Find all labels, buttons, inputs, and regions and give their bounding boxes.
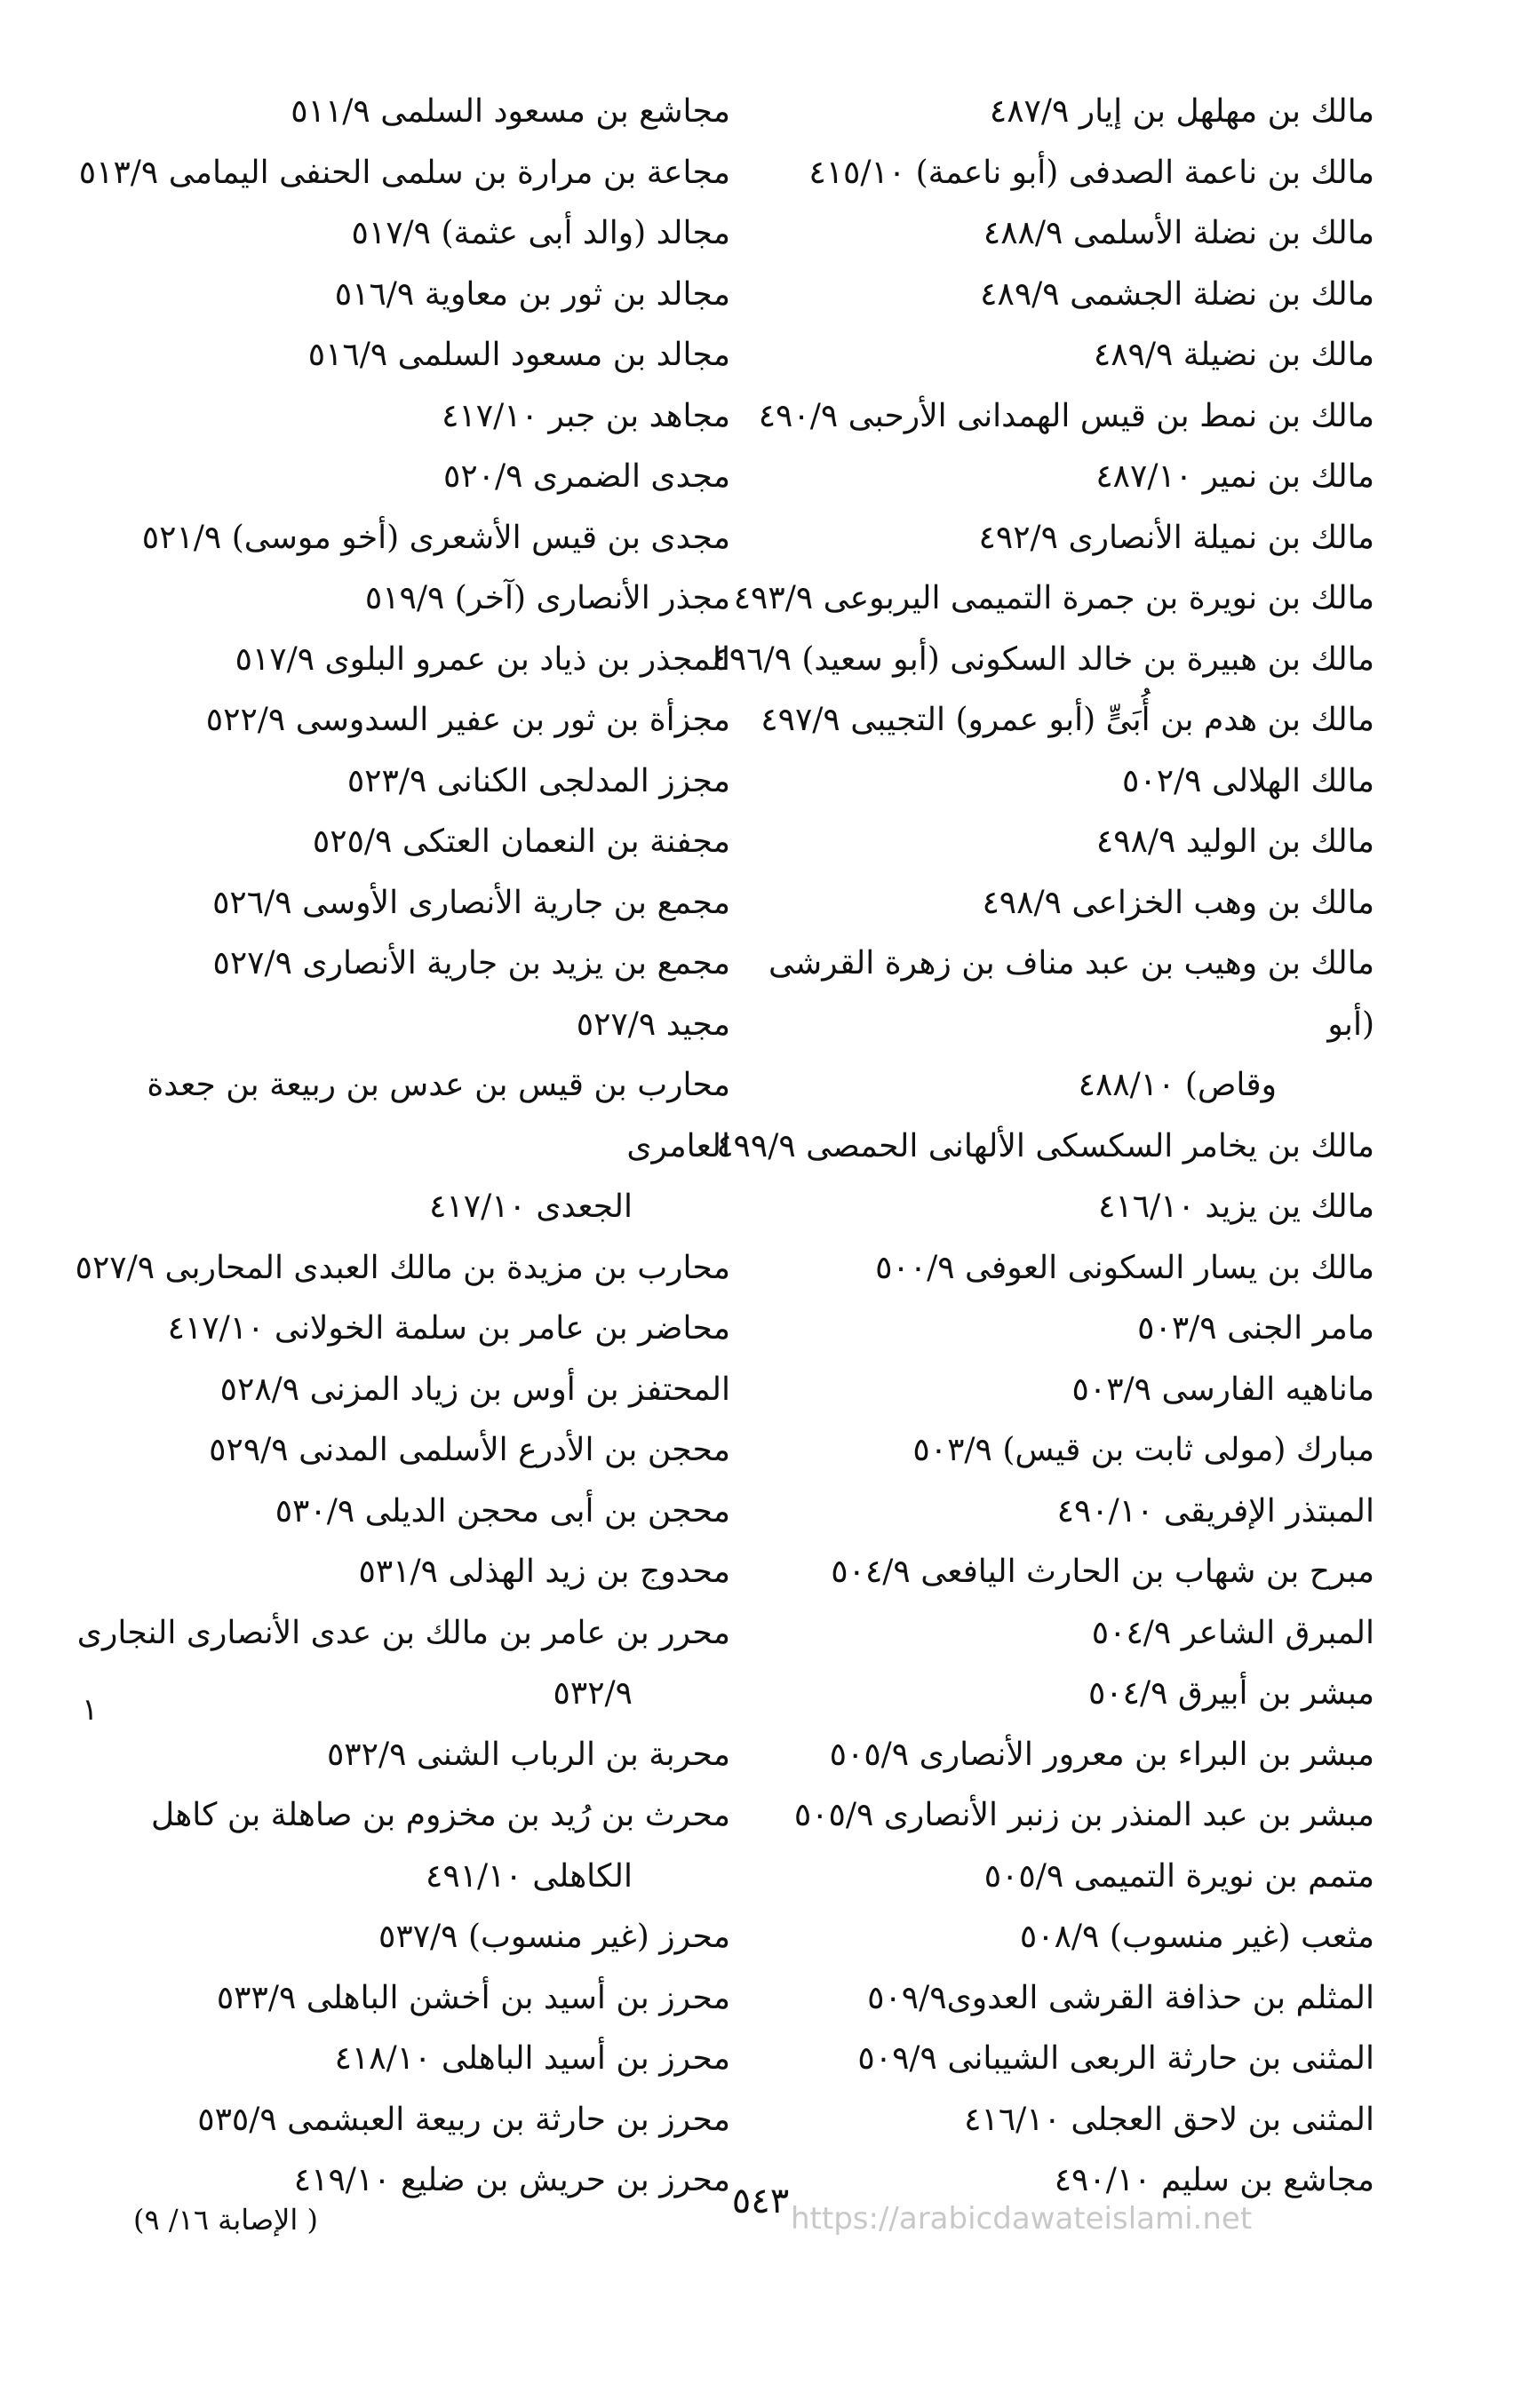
index-entry: مجاعة بن مرارة بن سلمى الحنفى اليمامى ٥١٣/٩ <box>78 154 730 191</box>
index-entry: مالك الهلالى ٥٠٢/٩ <box>1122 762 1374 799</box>
index-entry: مبرح بن شهاب بن الحارث اليافعى ٥٠٤/٩ <box>831 1554 1374 1590</box>
index-entry: مالك بن نويرة بن جمرة التميمى اليربوعى ٤٩٣/٩ <box>733 580 1374 616</box>
index-entry: مالك بن نميلة الأنصارى ٤٩٢/٩ <box>978 519 1374 556</box>
index-entry: مجمع بن جارية الأنصارى الأوسى ٥٢٦/٩ <box>212 884 730 921</box>
index-entry: مجاشع بن سليم ٤٩٠/١٠ <box>1054 2162 1374 2198</box>
index-entry: محدوج بن زيد الهذلى ٥٣١/٩ <box>358 1554 730 1590</box>
index-entry: مالك بن الوليد ٤٩٨/٩ <box>1095 823 1374 860</box>
index-entry: مالك بن يخامر السكسكى الألهانى الحمصى ٤٩٩/٩ <box>716 1127 1374 1164</box>
index-entry: مالك بن نضلة الأسلمى ٤٨٨/٩ <box>983 215 1374 251</box>
index-entry: المثنى بن حارثة الربعى الشيبانى ٥٠٩/٩ <box>857 2040 1374 2077</box>
index-entry: مالك بن نضلة الجشمى ٤٨٩/٩ <box>980 275 1374 313</box>
index-entry: مالك بن ناعمة الصدفى (أبو ناعمة) ٤١٥/١٠ <box>808 154 1374 191</box>
index-entry: مجدى بن قيس الأشعرى (أخو موسى) ٥٢١/٩ <box>141 519 730 556</box>
index-entry: مجالد (والد أبى عثمة) ٥١٧/٩ <box>351 215 730 251</box>
index-entry: محرز (غير منسوب) ٥٣٧/٩ <box>378 1919 730 1955</box>
index-entry: محارب بن مزيدة بن مالك العبدى المحاربى ٥٢٧/٩ <box>75 1249 730 1286</box>
index-entry: مالك ين يزيد ٤١٦/١٠ <box>1098 1188 1374 1225</box>
index-entry: محرر بن عامر بن مالك بن عدى الأنصارى النجارى ٥٣٢/٩ <box>76 1614 730 1712</box>
index-entry: المبتذر الإفريقى ٤٩٠/١٠ <box>1056 1492 1374 1530</box>
index-entry: مجمع بن يزيد بن جارية الأنصارى ٥٢٧/٩ <box>212 945 730 981</box>
index-entry: مالك بن يسار السكونى العوفى ٥٠٠/٩ <box>875 1249 1374 1286</box>
index-entry: ماناهيه الفارسى ٥٠٣/٩ <box>1071 1371 1374 1408</box>
index-entry: المثلم بن حذافة القرشى العدوى٥٠٩/٩ <box>867 1979 1374 2016</box>
index-entry: مثعب (غير منسوب) ٥٠٨/٩ <box>1019 1919 1374 1955</box>
index-entry: محرز بن أسيد بن أخشن الباهلى ٥٣٣/٩ <box>216 1979 730 2016</box>
index-entry: مجزأة بن ثور بن عفير السدوسى ٥٢٢/٩ <box>205 702 730 738</box>
index-entry: مالك بن مهلهل بن إيار ٤٨٧/٩ <box>989 93 1374 130</box>
index-entry: مالك بن نمير ٤٨٧/١٠ <box>1095 458 1374 495</box>
index-entry: محرز بن حارثة بن ربيعة العبشمى ٥٣٥/٩ <box>197 2101 730 2138</box>
index-entry: مجاهد بن جبر ٤١٧/١٠ <box>442 397 730 434</box>
index-entry: مبشر بن البراء بن معرور الأنصارى ٥٠٥/٩ <box>829 1736 1374 1773</box>
index-entry: مجاشع بن مسعود السلمى ٥١١/٩ <box>291 93 730 130</box>
index-entry: مجيد ٥٢٧/٩ <box>576 1005 730 1043</box>
index-entry: محرز بن أسيد الباهلى ٤١٨/١٠ <box>334 2040 730 2077</box>
index-entry: مبارك (مولى ثابت بن قيس) ٥٠٣/٩ <box>912 1432 1374 1468</box>
index-entry: محجن بن الأدرع الأسلمى المدنى ٥٢٩/٩ <box>209 1432 730 1468</box>
index-column-left <box>73 82 730 2212</box>
index-entry: مجدى الضمرى ٥٢٠/٩ <box>442 458 730 495</box>
watermark-url: https://arabicdawateislami.net <box>791 2201 1253 2237</box>
index-entry: مجالد بن ثور بن معاوية ٥١٦/٩ <box>334 275 730 313</box>
index-entry: محارب بن قيس بن عدس بن ربيعة بن جعدة العامرى الجعدى ٤١٧/١٠ <box>147 1067 730 1225</box>
index-entry: المبرق الشاعر ٥٠٤/٩ <box>1091 1614 1374 1651</box>
index-entry: مالك بن هدم بن أُبَىٍّ (أبو عمرو) التجيبى ٤٩٧/٩ <box>760 702 1374 738</box>
margin-note-mark: ١ <box>82 1692 99 1728</box>
index-entry: مجزز المدلجى الكنانى ٥٢٣/٩ <box>346 762 730 799</box>
index-entry: مبشر بن عبد المنذر بن زنبر الأنصارى ٥٠٥/٩ <box>793 1797 1374 1833</box>
index-entry: مالك بن هبيرة بن خالد السكونى (أبو سعيد) ٤٩٦/٩ <box>712 640 1374 678</box>
index-entry: محرز بن حريش بن ضليع ٤١٩/١٠ <box>293 2162 730 2198</box>
index-entry: مالك بن وهيب بن عبد مناف بن زهرة القرشى (أبو وقاص) ٤٨٨/١٠ <box>768 945 1374 1103</box>
index-entry: محجن بن أبى محجن الديلى ٥٣٠/٩ <box>275 1492 730 1530</box>
page-number: ٥٤٣ <box>731 2181 790 2221</box>
index-entry: مجذر الأنصارى (آخر) ٥١٩/٩ <box>364 580 730 616</box>
index-entry: مامر الجنى ٥٠٣/٩ <box>1137 1310 1374 1347</box>
index-entry: محرث بن رُيد بن مخزوم بن صاهلة بن كاهل الكاهلى ٤٩١/١٠ <box>151 1797 730 1895</box>
index-entry: مجالد بن مسعود السلمى ٥١٦/٩ <box>307 337 730 373</box>
index-entry: محاضر بن عامر بن سلمة الخولانى ٤١٧/١٠ <box>167 1310 730 1347</box>
index-entry: المحتفز بن أوس بن زياد المزنى ٥٢٨/٩ <box>219 1371 730 1408</box>
index-entry: مالك بن وهب الخزاعى ٤٩٨/٩ <box>982 884 1374 921</box>
index-entry: مالك بن نضيلة ٤٨٩/٩ <box>1093 337 1374 373</box>
index-entry: مجفنة بن النعمان العتكى ٥٢٥/٩ <box>312 823 730 860</box>
index-entry: محربة بن الرباب الشنى ٥٣٢/٩ <box>326 1736 730 1773</box>
index-entry: المجذر بن ذياد بن عمرو البلوى ٥١٧/٩ <box>235 640 730 678</box>
footer-reference: ( الإصابة ١٦/ ٩) <box>133 2203 318 2237</box>
index-entry: مالك بن نمط بن قيس الهمدانى الأرحبى ٤٩٠/٩ <box>758 397 1374 434</box>
index-entry: متمم بن نويرة التميمى ٥٠٥/٩ <box>983 1857 1374 1895</box>
index-entry: مبشر بن أبيرق ٥٠٤/٩ <box>1087 1675 1374 1712</box>
index-entry: المثنى بن لاحق العجلى ٤١٦/١٠ <box>964 2101 1374 2138</box>
